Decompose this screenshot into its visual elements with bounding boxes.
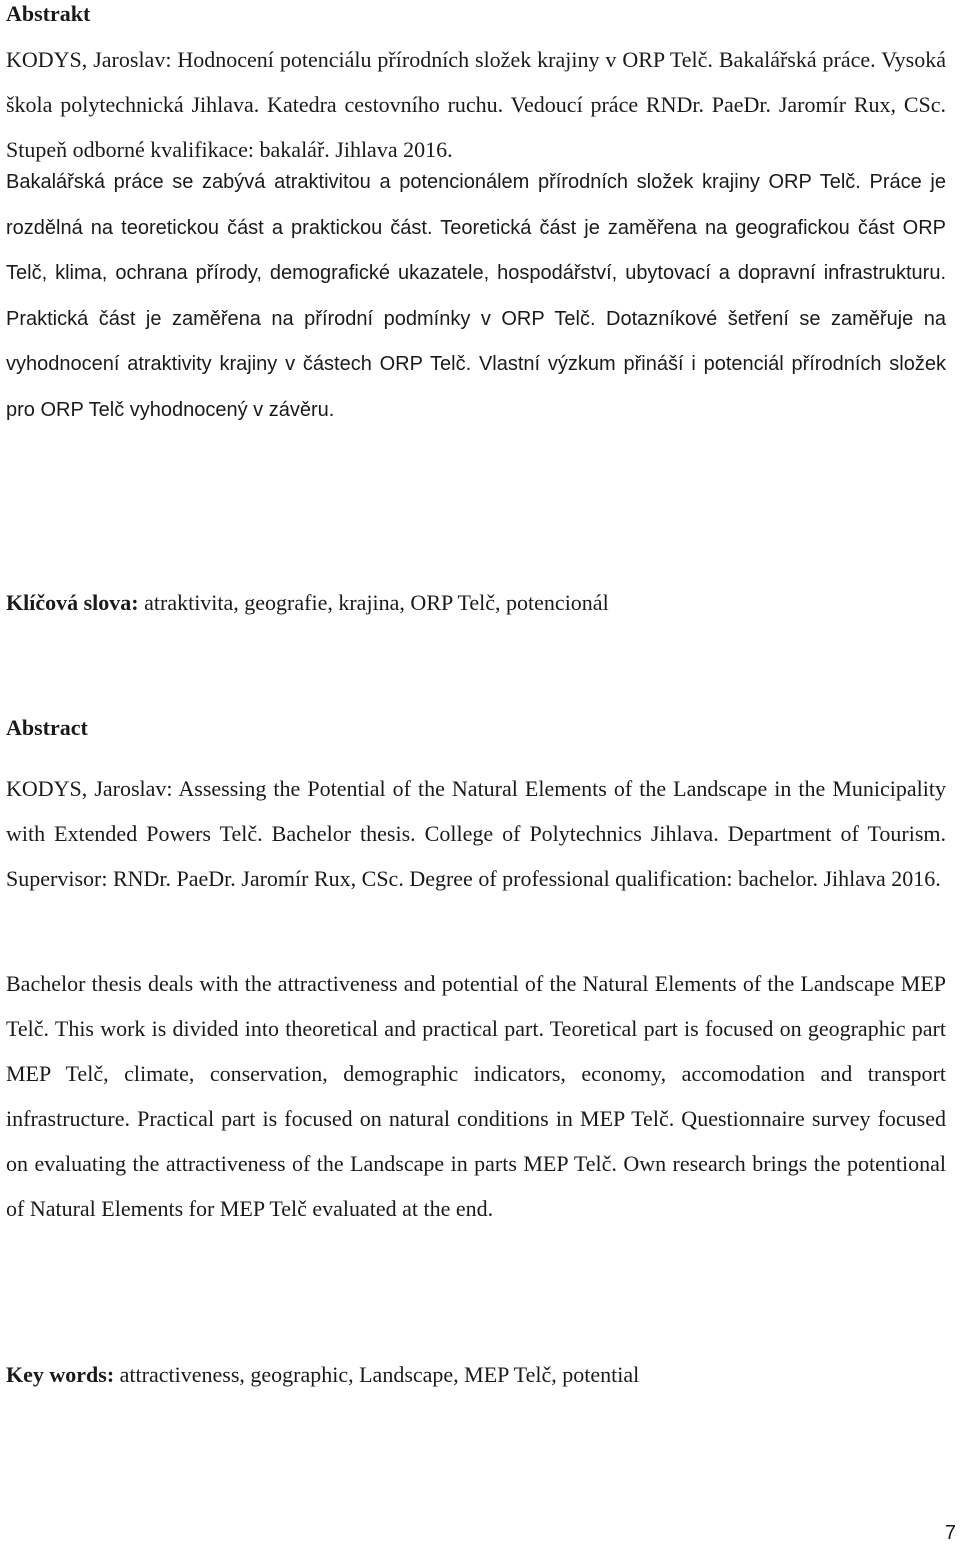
english-abstract-heading: Abstract [6,715,88,740]
czech-citation: KODYS, Jaroslav: Hodnocení potenciálu přírodních složek krajiny v ORP Telč. Bakalářská práce. Vysoká škola polytechnická Jihlava. Katedra cestovního ruchu. Vedoucí práce RNDr. PaeDr. Jaromír Rux, CSc. Stupeň odborné kvalifikace: bakalář. Jihlava 2016. [6,47,946,162]
czech-keywords-label: Klíčová slova: [6,590,139,615]
czech-keywords [6,590,609,616]
english-abstract-body: Bachelor thesis deals with the attractiveness and potential of the Natural Elements of the Landscape MEP Telč. This work is divided into theoretical and practical part. Teoretical part is focused on geographic part MEP Telč, climate, conservation, demographic indicators, economy, accomodation and transport infrastructure. Practical part is focused on natural conditions in MEP Telč. Questionnaire survey focused on evaluating the attractiveness of the Landscape in parts MEP Telč. Own research brings the potentional of Natural Elements for MEP Telč evaluated at the end. [6,971,946,1221]
czech-abstract-body: Bakalářská práce se zabývá atraktivitou a potencionálem přírodních složek krajiny ORP Telč. Práce je rozdělná na teoretickou část a praktickou část. Teoretická část je zaměřena na geografickou část ORP Telč, klima, ochrana přírody, demografické ukazatele, hospodářství, ubytovací a dopravní infrastrukturu. Praktická část je zaměřena na přírodní podmínky v ORP Telč. Dotazníkové šetření se zaměřuje na vyhodnocení atraktivity krajiny v částech ORP Telč. Vlastní výzkum přináší i potenciál přírodních složek pro ORP Telč vyhodnocený v závěru. [6,171,946,421]
czech-abstract-heading: Abstrakt [6,1,91,26]
english-keywords-list: attractiveness, geographic, Landscape, MEP Telč, potential [114,1362,640,1387]
page-number: 7 [944,1522,956,1544]
english-keywords [6,1362,639,1388]
english-citation: KODYS, Jaroslav: Assessing the Potential of the Natural Elements of the Landscape in the Municipality with Extended Powers Telč. Bachelor thesis. College of Polytechnics Jihlava. Department of Tourism. Supervisor: RNDr. PaeDr. Jaromír Rux, CSc. Degree of professional qualification: bachelor. Jihlava 2016. [6,776,946,891]
english-keywords-label: Key words: [6,1362,115,1387]
czech-keywords-list: atraktivita, geografie, krajina, ORP Telč, potencionál [138,590,609,615]
